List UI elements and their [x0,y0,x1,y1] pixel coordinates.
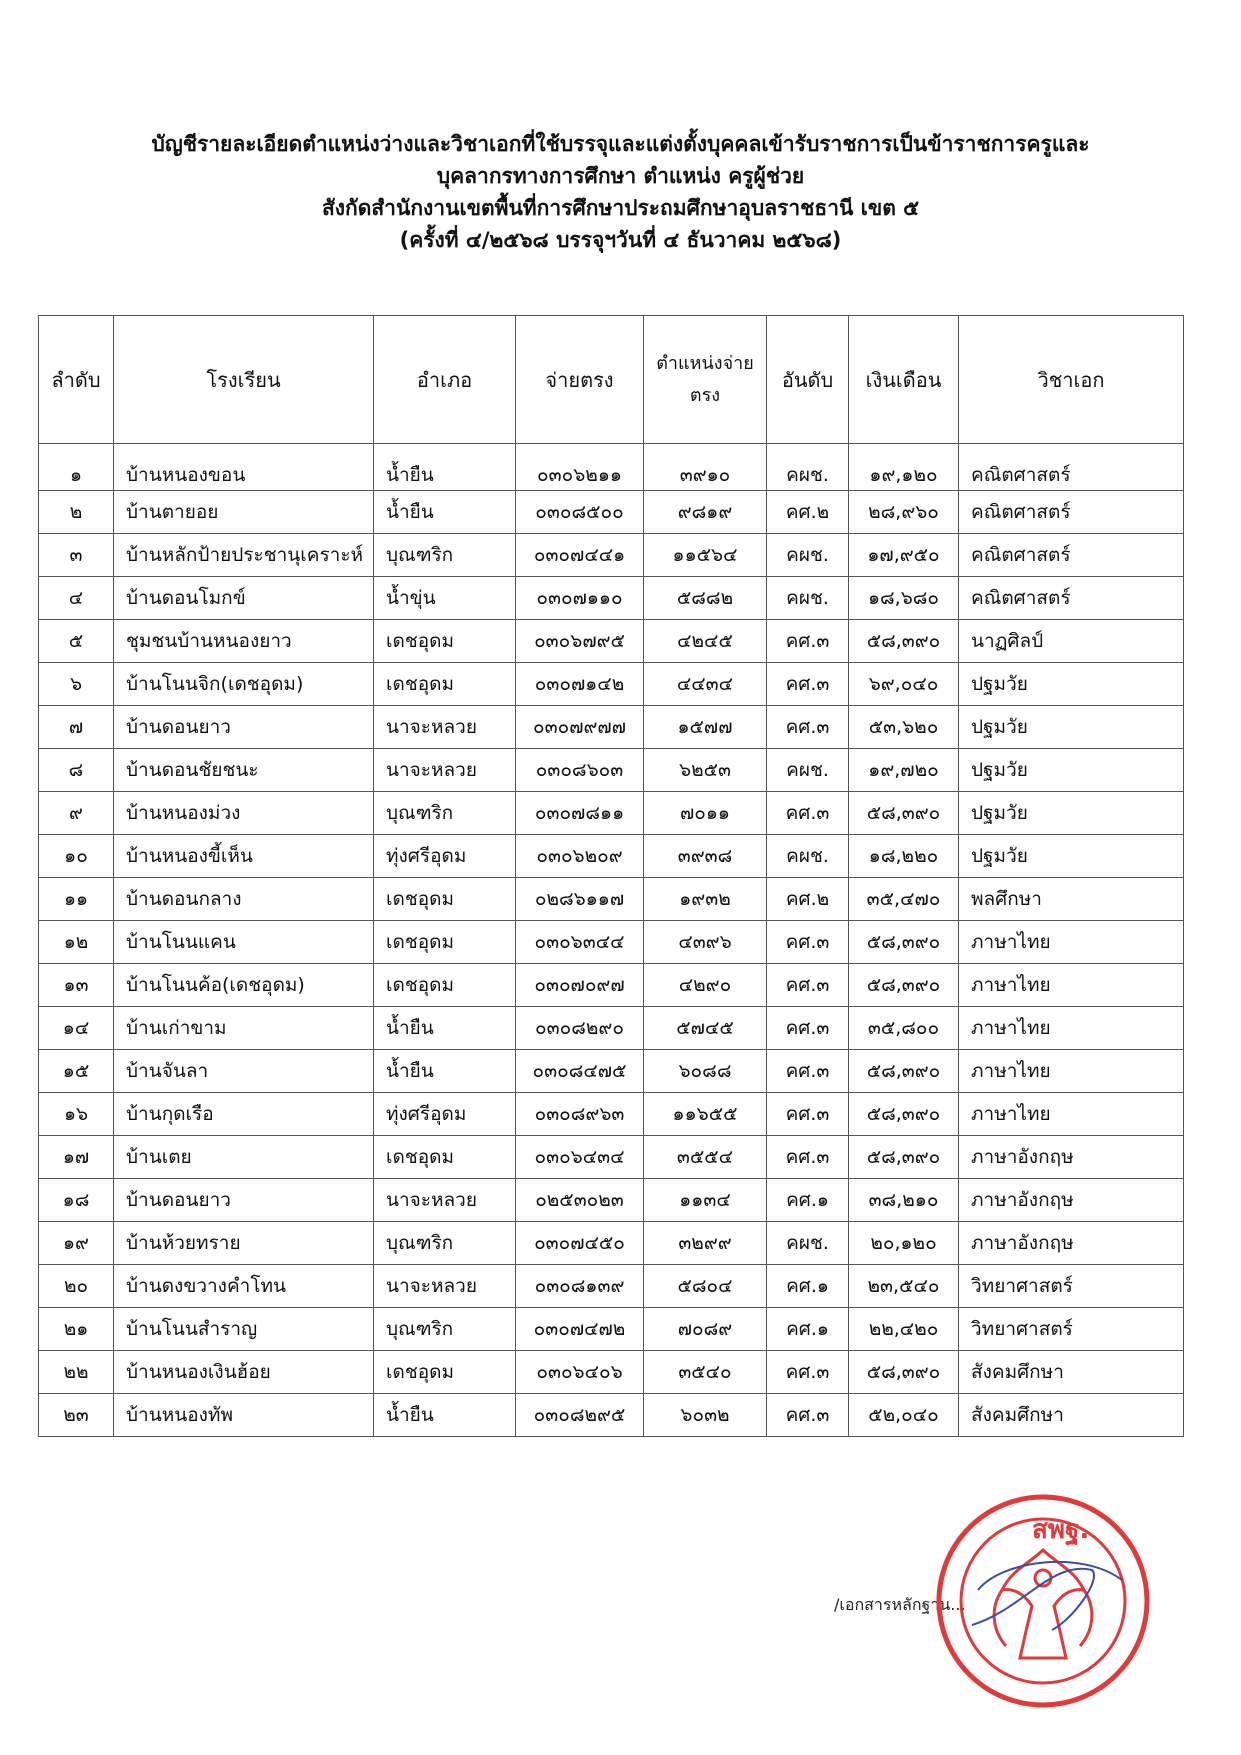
row-order: ๑๔ [39,1007,114,1050]
row-rank: คศ.๓ [767,792,849,835]
table-row [39,921,1184,964]
row-rank: คศ.๓ [767,1351,849,1394]
row-order: ๒๓ [39,1394,114,1437]
row-school: บ้านดอนกลาง [114,878,374,921]
table-row [39,577,1184,620]
row-direct-pay: ๐๓๐๗๑๑๐ [516,577,644,620]
row-major: ปฐมวัย [959,663,1184,706]
row-school: บ้านจันลา [114,1050,374,1093]
row-district: นาจะหลวย [374,1265,516,1308]
row-district: นาจะหลวย [374,749,516,792]
row-school: บ้านดอนยาว [114,706,374,749]
row-school: บ้านหลักป้ายประชานุเคราะห์ [114,534,374,577]
row-salary: ๕๘,๓๙๐ [849,620,959,663]
vacancy-table [38,315,1184,1437]
row-direct-pay: ๐๓๐๖๔๓๔ [516,1136,644,1179]
row-pay-position: ๔๔๓๔ [644,663,767,706]
header-pay-position: ตำแหน่งจ่ายตรง [644,316,767,444]
row-school: บ้านตายอย [114,491,374,534]
reference-note: /เอกสารหลักฐาน... [834,1595,966,1614]
row-major: ภาษาอังกฤษ [959,1179,1184,1222]
table-row [39,878,1184,921]
row-school: บ้านหนองม่วง [114,792,374,835]
row-school: บ้านหนองทัพ [114,1394,374,1437]
garuda-seal-icon [932,1490,1154,1712]
table-row [39,835,1184,878]
document-title [0,128,1241,256]
row-rank: คศ.๓ [767,663,849,706]
row-direct-pay: ๐๓๐๘๒๙๕ [516,1394,644,1437]
row-direct-pay: ๐๓๐๘๖๐๓ [516,749,644,792]
row-order: ๓ [39,534,114,577]
row-salary: ๒๘,๙๖๐ [849,491,959,534]
row-order: ๑๘ [39,1179,114,1222]
row-salary: ๒๒,๔๒๐ [849,1308,959,1351]
row-order: ๑๒ [39,921,114,964]
row-rank: คศ.๒ [767,491,849,534]
row-district: เดชอุดม [374,964,516,1007]
row-district: ทุ่งศรีอุดม [374,1093,516,1136]
row-major: ภาษาไทย [959,1093,1184,1136]
header-direct-pay: จ่ายตรง [516,316,644,444]
row-school: บ้านเตย [114,1136,374,1179]
row-school: ชุมชนบ้านหนองยาว [114,620,374,663]
row-salary: ๒๓,๕๔๐ [849,1265,959,1308]
row-major: ภาษาไทย [959,921,1184,964]
row-rank: คศ.๓ [767,706,849,749]
row-pay-position: ๕๘๐๔ [644,1265,767,1308]
row-pay-position: ๑๙๓๒ [644,878,767,921]
row-salary: ๕๓,๖๒๐ [849,706,959,749]
row-salary: ๕๘,๓๙๐ [849,792,959,835]
title-line-1: บัญชีรายละเอียดตำแหน่งว่างและวิชาเอกที่ใช้บรรจุและแต่งตั้งบุคคลเข้ารับราชการเป็นข้าราชการครูและ [151,132,1090,156]
row-rank: คผช. [767,534,849,577]
row-salary: ๑๘,๖๘๐ [849,577,959,620]
row-major: วิทยาศาสตร์ [959,1265,1184,1308]
table-row [39,444,1184,491]
row-school: บ้านดอนชัยชนะ [114,749,374,792]
row-pay-position: ๗๐๑๑ [644,792,767,835]
row-district: เดชอุดม [374,1351,516,1394]
row-salary: ๓๘,๒๑๐ [849,1179,959,1222]
row-district: น้ำขุ่น [374,577,516,620]
row-district: น้ำยืน [374,444,516,491]
header-rank: อันดับ [767,316,849,444]
row-major: ปฐมวัย [959,835,1184,878]
row-pay-position: ๕๘๘๒ [644,577,767,620]
row-district: เดชอุดม [374,620,516,663]
row-major: คณิตศาสตร์ [959,534,1184,577]
row-salary: ๓๕,๔๗๐ [849,878,959,921]
row-pay-position: ๖๐๓๒ [644,1394,767,1437]
row-order: ๔ [39,577,114,620]
row-pay-position: ๓๕๕๔ [644,1136,767,1179]
row-rank: คศ.๓ [767,1394,849,1437]
header-major: วิชาเอก [959,316,1184,444]
row-direct-pay: ๐๓๐๖๗๙๕ [516,620,644,663]
row-pay-position: ๙๘๑๙ [644,491,767,534]
row-school: บ้านดอนโมกข์ [114,577,374,620]
row-rank: คผช. [767,1222,849,1265]
row-pay-position: ๖๐๘๘ [644,1050,767,1093]
row-salary: ๑๘,๒๒๐ [849,835,959,878]
title-line-2: บุคลากรทางการศึกษา ตำแหน่ง ครูผู้ช่วย [436,164,805,188]
header-row [39,316,1184,444]
row-major: นาฏศิลป์ [959,620,1184,663]
row-pay-position: ๑๑๖๕๕ [644,1093,767,1136]
table-row [39,1222,1184,1265]
row-order: ๕ [39,620,114,663]
row-direct-pay: ๐๓๐๖๒๐๙ [516,835,644,878]
table-row [39,491,1184,534]
row-rank: คศ.๓ [767,1050,849,1093]
row-district: นาจะหลวย [374,706,516,749]
row-major: ภาษาไทย [959,1050,1184,1093]
row-pay-position: ๕๗๔๕ [644,1007,767,1050]
row-pay-position: ๔๒๙๐ [644,964,767,1007]
row-rank: คศ.๓ [767,921,849,964]
table-row [39,1007,1184,1050]
row-order: ๑๙ [39,1222,114,1265]
row-school: บ้านหนองขี้เห็น [114,835,374,878]
table-row [39,1050,1184,1093]
row-district: น้ำยืน [374,491,516,534]
row-rank: คศ.๓ [767,1136,849,1179]
row-salary: ๕๘,๓๙๐ [849,1050,959,1093]
row-district: บุณฑริก [374,792,516,835]
row-pay-position: ๔๒๔๕ [644,620,767,663]
row-direct-pay: ๐๓๐๗๔๔๑ [516,534,644,577]
row-district: บุณฑริก [374,1222,516,1265]
row-major: วิทยาศาสตร์ [959,1308,1184,1351]
header-salary: เงินเดือน [849,316,959,444]
row-major: คณิตศาสตร์ [959,491,1184,534]
row-pay-position: ๑๑๓๔ [644,1179,767,1222]
row-school: บ้านดงขวางคำโทน [114,1265,374,1308]
table-body [39,444,1184,1437]
row-direct-pay: ๐๓๐๗๐๙๗ [516,964,644,1007]
row-major: พลศึกษา [959,878,1184,921]
row-direct-pay: ๐๒๘๖๑๑๗ [516,878,644,921]
row-salary: ๑๙,๑๒๐ [849,444,959,491]
row-district: น้ำยืน [374,1007,516,1050]
row-order: ๖ [39,663,114,706]
row-order: ๑ [39,444,114,491]
header-district: อำเภอ [374,316,516,444]
row-order: ๑๓ [39,964,114,1007]
title-line-4: (ครั้งที่ ๔/๒๕๖๘ บรรจุฯวันที่ ๔ ธันวาคม ๒๕๖๘) [399,228,842,252]
row-pay-position: ๓๙๓๘ [644,835,767,878]
row-rank: คผช. [767,444,849,491]
row-salary: ๕๘,๓๙๐ [849,964,959,1007]
row-major: ภาษาไทย [959,964,1184,1007]
row-salary: ๒๐,๑๒๐ [849,1222,959,1265]
row-school: บ้านโนนค้อ(เดชอุดม) [114,964,374,1007]
row-major: สังคมศึกษา [959,1351,1184,1394]
row-major: ภาษาอังกฤษ [959,1136,1184,1179]
row-order: ๑๕ [39,1050,114,1093]
row-major: ภาษาไทย [959,1007,1184,1050]
stamp-text: สพฐ. [1032,1515,1090,1545]
row-district: เดชอุดม [374,878,516,921]
row-salary: ๕๘,๓๙๐ [849,921,959,964]
row-district: บุณฑริก [374,1308,516,1351]
row-direct-pay: ๐๓๐๗๔๗๒ [516,1308,644,1351]
table-row [39,706,1184,749]
row-school: บ้านโนนจิก(เดชอุดม) [114,663,374,706]
row-school: บ้านห้วยทราย [114,1222,374,1265]
row-major: ปฐมวัย [959,749,1184,792]
row-salary: ๕๒,๐๔๐ [849,1394,959,1437]
row-order: ๘ [39,749,114,792]
table-row [39,1394,1184,1437]
row-salary: ๑๙,๗๒๐ [849,749,959,792]
row-pay-position: ๔๓๙๖ [644,921,767,964]
row-school: บ้านกุดเรือ [114,1093,374,1136]
table-row [39,1351,1184,1394]
row-pay-position: ๓๙๑๐ [644,444,767,491]
row-direct-pay: ๐๓๐๗๔๕๐ [516,1222,644,1265]
row-order: ๗ [39,706,114,749]
table-row [39,620,1184,663]
row-direct-pay: ๐๓๐๗๑๔๒ [516,663,644,706]
table-row [39,663,1184,706]
row-rank: คศ.๓ [767,1093,849,1136]
row-pay-position: ๓๕๔๐ [644,1351,767,1394]
row-pay-position: ๓๒๙๙ [644,1222,767,1265]
row-pay-position: ๖๒๕๓ [644,749,767,792]
row-major: คณิตศาสตร์ [959,577,1184,620]
row-district: ทุ่งศรีอุดม [374,835,516,878]
row-salary: ๕๘,๓๙๐ [849,1136,959,1179]
row-direct-pay: ๐๓๐๗๙๗๗ [516,706,644,749]
row-school: บ้านโนนสำราญ [114,1308,374,1351]
row-salary: ๕๘,๓๙๐ [849,1351,959,1394]
row-district: น้ำยืน [374,1394,516,1437]
row-district: บุณฑริก [374,534,516,577]
row-direct-pay: ๐๓๐๘๙๖๓ [516,1093,644,1136]
row-district: เดชอุดม [374,663,516,706]
row-rank: คศ.๒ [767,878,849,921]
table-row [39,792,1184,835]
row-school: บ้านหนองเงินฮ้อย [114,1351,374,1394]
row-school: บ้านเก่าขาม [114,1007,374,1050]
title-line-3: สังกัดสำนักงานเขตพื้นที่การศึกษาประถมศึกษาอุบลราชธานี เขต ๕ [321,196,920,220]
row-order: ๒ [39,491,114,534]
row-major: ภาษาอังกฤษ [959,1222,1184,1265]
row-direct-pay: ๐๓๐๘๕๐๐ [516,491,644,534]
header-order: ลำดับ [39,316,114,444]
row-order: ๑๗ [39,1136,114,1179]
row-school: บ้านดอนยาว [114,1179,374,1222]
table-row [39,1136,1184,1179]
row-rank: คผช. [767,749,849,792]
row-school: บ้านโนนแคน [114,921,374,964]
row-direct-pay: ๐๓๐๘๒๙๐ [516,1007,644,1050]
row-salary: ๖๙,๐๔๐ [849,663,959,706]
row-pay-position: ๑๕๗๗ [644,706,767,749]
table-row [39,1093,1184,1136]
row-school: บ้านหนองขอน [114,444,374,491]
row-direct-pay: ๐๓๐๗๘๑๑ [516,792,644,835]
table-row [39,1308,1184,1351]
header-school: โรงเรียน [114,316,374,444]
row-rank: คศ.๓ [767,620,849,663]
row-order: ๒๐ [39,1265,114,1308]
row-order: ๑๖ [39,1093,114,1136]
row-order: ๙ [39,792,114,835]
row-direct-pay: ๐๒๕๓๐๒๓ [516,1179,644,1222]
row-pay-position: ๑๑๕๖๔ [644,534,767,577]
table-row [39,964,1184,1007]
row-rank: คศ.๑ [767,1179,849,1222]
row-rank: คศ.๓ [767,964,849,1007]
row-rank: คผช. [767,577,849,620]
table-row [39,534,1184,577]
row-salary: ๕๘,๓๙๐ [849,1093,959,1136]
row-major: ปฐมวัย [959,706,1184,749]
row-direct-pay: ๐๓๐๖๒๑๑ [516,444,644,491]
row-district: น้ำยืน [374,1050,516,1093]
row-district: เดชอุดม [374,1136,516,1179]
row-district: เดชอุดม [374,921,516,964]
row-rank: คผช. [767,835,849,878]
row-rank: คศ.๑ [767,1308,849,1351]
row-major: สังคมศึกษา [959,1394,1184,1437]
row-district: นาจะหลวย [374,1179,516,1222]
row-rank: คศ.๑ [767,1265,849,1308]
row-direct-pay: ๐๓๐๖๔๐๖ [516,1351,644,1394]
row-major: คณิตศาสตร์ [959,444,1184,491]
row-major: ปฐมวัย [959,792,1184,835]
table-row [39,749,1184,792]
row-order: ๒๒ [39,1351,114,1394]
row-direct-pay: ๐๓๐๘๔๗๕ [516,1050,644,1093]
row-order: ๑๐ [39,835,114,878]
row-direct-pay: ๐๓๐๖๓๔๔ [516,921,644,964]
table-row [39,1265,1184,1308]
row-order: ๒๑ [39,1308,114,1351]
table-row [39,1179,1184,1222]
row-salary: ๑๗,๙๕๐ [849,534,959,577]
row-rank: คศ.๓ [767,1007,849,1050]
row-salary: ๓๕,๘๐๐ [849,1007,959,1050]
row-pay-position: ๗๐๘๙ [644,1308,767,1351]
row-order: ๑๑ [39,878,114,921]
row-direct-pay: ๐๓๐๘๑๓๙ [516,1265,644,1308]
